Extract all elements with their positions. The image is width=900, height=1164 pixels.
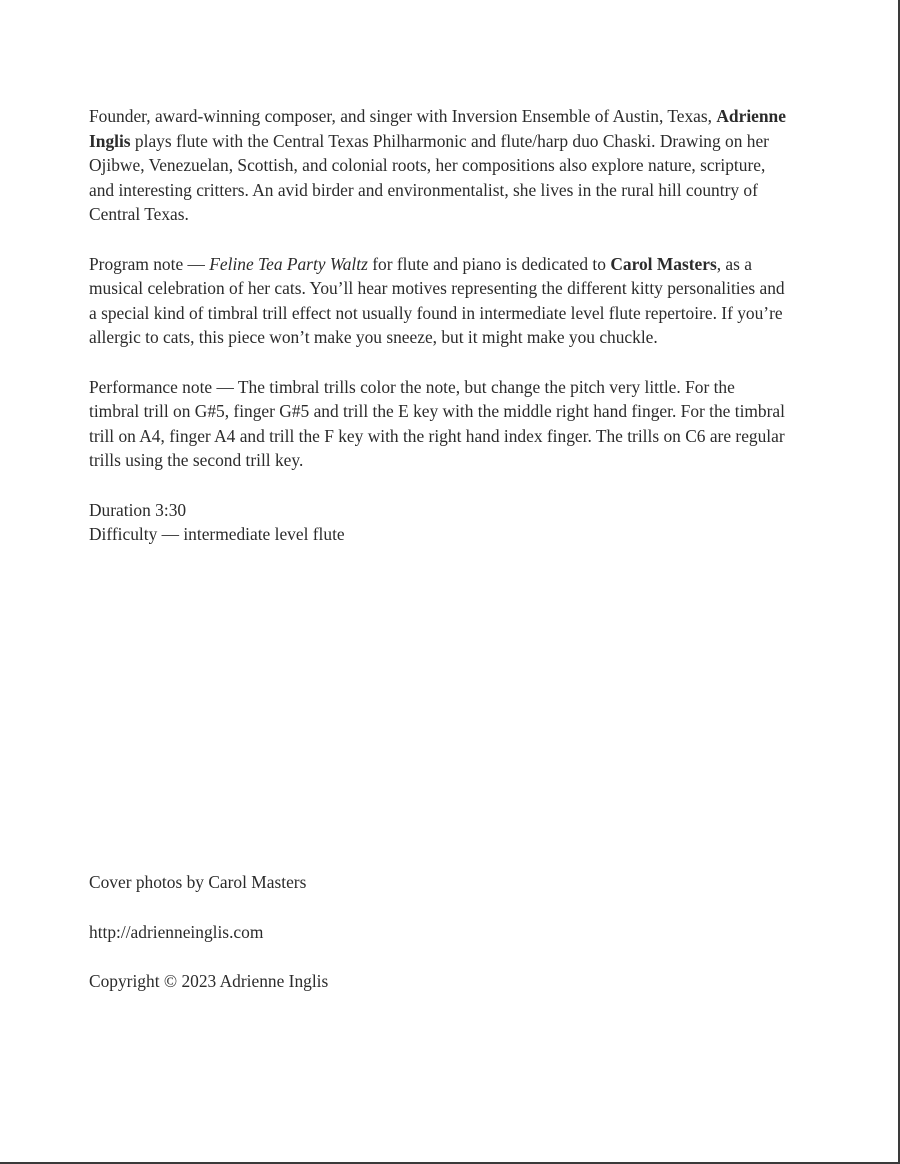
program-note-text-start: for flute and piano is dedicated to bbox=[367, 253, 611, 274]
copyright-notice: Copyright © 2023 Adrienne Inglis bbox=[89, 971, 329, 992]
bio-paragraph bbox=[89, 104, 789, 227]
difficulty-text: Difficulty — intermediate level flute bbox=[89, 524, 345, 545]
details-block bbox=[89, 498, 789, 547]
program-note-text-end: , as a musical celebration of her cats. You’ll hear motives representing the different kitty personalities and a special kind of timbral trill effect not usually found in intermediate level flute repertoire. If you’re allergic to cats, this piece won’t make you sneeze, but it might make you chuckle. bbox=[89, 253, 785, 348]
program-note-paragraph bbox=[89, 252, 789, 350]
dedicatee-name: Carol Masters bbox=[610, 253, 717, 274]
performance-note-paragraph bbox=[89, 375, 789, 473]
main-content bbox=[89, 104, 789, 571]
duration-text: Duration 3:30 bbox=[89, 499, 187, 520]
performance-note-text: Performance note — The timbral trills color the note, but change the pitch very little. For the timbral trill on G#5, finger G#5 and trill the E key with the middle right hand finger. For the timbral trill on A4, finger A4 and trill the F key with the right hand index finger. The trills on C6 are regular trills using the second trill key. bbox=[89, 376, 785, 471]
credits-footer bbox=[89, 870, 789, 1019]
website-link[interactable]: http://adrienneinglis.com bbox=[89, 921, 264, 942]
program-note-label: Program note — bbox=[89, 253, 210, 274]
composer-name: Adrienne Inglis bbox=[89, 106, 786, 151]
cover-photo-credit: Cover photos by Carol Masters bbox=[89, 872, 307, 892]
bio-text-start: Founder, award-winning composer, and singer with Inversion Ensemble of Austin, Texas, bbox=[89, 106, 717, 126]
bio-text-end: plays flute with the Central Texas Philharmonic and flute/harp duo Chaski. Drawing on her Ojibwe, Venezuelan, Scottish, and colonial roots, her compositions also explore nature, scripture, and interesting critters. An avid birder and environmentalist, she lives in the rural hill country of Central Texas. bbox=[89, 130, 769, 225]
piece-title: Feline Tea Party Waltz bbox=[209, 253, 368, 274]
